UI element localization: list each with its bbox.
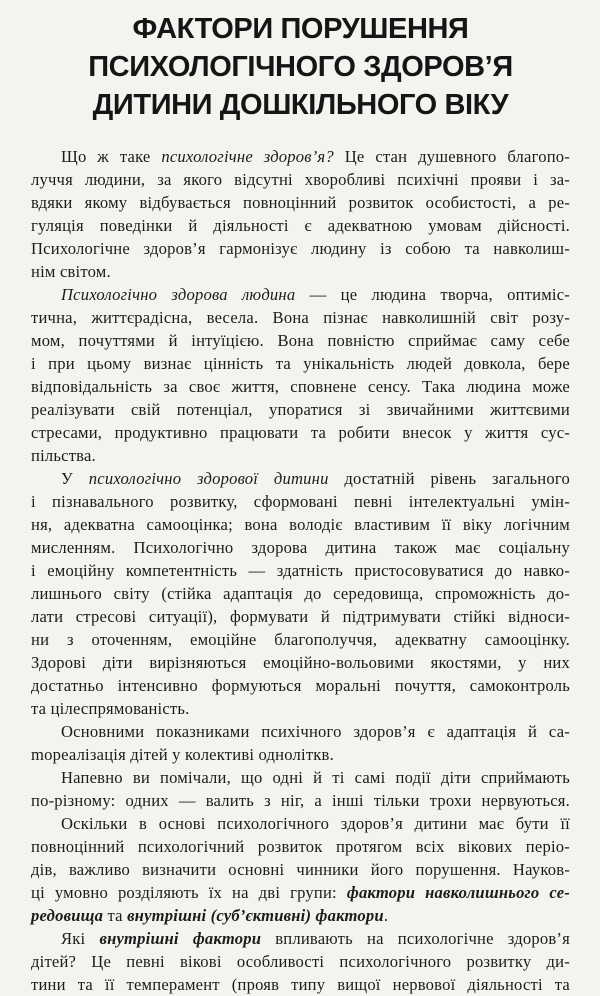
text-line: та цілеспрямованість. [31,699,190,718]
text-line: і пізнавального розвитку, сформовані певні інтелектуальні умін- [31,492,570,511]
paragraph-definition [31,145,570,283]
text-line: пільства. [31,446,96,465]
text-line: нім світом. [31,262,111,281]
text-line: стресами, продуктивно працювати та робити внесок у життя сус- [31,423,570,442]
title-line-2: ПСИХОЛОГІЧНОГО ЗДОРОВ’Я [88,51,513,83]
text-line: Психологічно здорова людина — це людина творча, оптиміс- [61,285,570,304]
text-line: мом, почуттями й інтуїцією. Вона повністю сприймає саму себе [31,331,570,350]
term-italic: психологічне здоров’я? [161,147,334,166]
text-line: ня, адекватна самооцінка; вона володіє властивим її віку логічним [31,515,570,534]
text-line: ці умовно розділяють їх на дві групи: фактори навколишнього се- [31,883,571,902]
text-line: Здорові діти вирізняються емоційно-вольовими якостями, у них [31,653,570,672]
text-line: луччя людини, за якого відсутні хворобливі психічні прояви і за- [31,170,570,189]
term-italic: Психологічно здорова людина [61,285,296,304]
text-line: Що ж таке психологічне здоров’я? Це стан душевного благопо- [61,147,570,166]
term-bold-italic: фактори навколишнього се- [346,883,571,902]
text-line: дів, важливо визначити основні чинники його порушення. Науков- [31,860,570,879]
text-line: по-різному: одних — валить з ніг, а інші тільки трохи нервуються. [31,791,570,810]
term-italic: психологічно здорової дитини [88,469,329,488]
paragraph-healthy-person [31,283,570,467]
title-line-3: ДИТИНИ ДОШКІЛЬНОГО ВІКУ [92,89,509,121]
text-line: достатньо інтенсивно формуються моральні почуття, самоконтроль [31,676,570,695]
term-bold-italic: внутрішні фактори [99,929,262,948]
paragraph-perception [31,766,570,812]
text-line: тини та її темперамент (прояв типу вищої нервової діяльності та [31,975,570,994]
text-line: вдяки якому відбувається повноцінний розвиток особистості, а ре- [31,193,570,212]
page-title [31,10,570,124]
text-line: Оскільки в основі психологічного здоров’я дитини має бути її [61,814,570,833]
text-line: лишнього світу (стійка адаптація до середовища, спроможність до- [31,584,570,603]
paragraph-indicators [31,720,570,766]
text-line: редовища та внутрішні (суб’єктивні) фактори. [31,906,389,925]
text-line: moреалізація дітей у колективі одноліткв. [31,745,334,764]
text-line: і при цьому визнає цінність та унікальність людей довкола, бере [31,354,570,373]
paragraph-healthy-child [31,467,570,720]
text-line: відповідальність за своє життя, сповнене сенсу. Така людина може [31,377,570,396]
text-line: мисленням. Психологічно здорова дитина також має соціальну [31,538,570,557]
text-line: і емоційну компетентність — здатність пристосовуватися до навко- [31,561,570,580]
paragraph-internal-factors [31,927,570,996]
text-line: гуляція поведінки й діяльності є адекватною умовам дійсності. [31,216,570,235]
text-line: Психологічне здоров’я гармонізує людину із собою та навколиш- [31,239,570,258]
term-bold-italic: редовища [31,906,104,925]
title-line-1: ФАКТОРИ ПОРУШЕННЯ [132,13,469,45]
text-line: дітей? Це певні вікові особливості психологічного розвитку ди- [31,952,570,971]
text-line: У психологічно здорової дитини достатній рівень загального [61,469,570,488]
text-line: тична, життєрадісна, весела. Вона пізнає навколишній світ розу- [31,308,570,327]
paragraph-factor-groups [31,812,570,927]
text-line: Напевно ви помічали, що одні й ті самі події діти сприймають [61,768,570,787]
text-line: лати стресові ситуації), формувати й підтримувати стійкі відноси- [31,607,570,626]
text-line: Основними показниками психічного здоров’я є адаптація й са- [61,722,570,741]
text-line: Які внутрішні фактори впливають на психологічне здоров’я [61,929,570,948]
text-line: реалізувати свій потенціал, упоратися зі звичайними життєвими [31,400,570,419]
text-line: повноцінний психологічний розвиток протягом всіх вікових періо- [31,837,570,856]
text-line: ни з оточенням, емоційне благополуччя, адекватну самооцінку. [31,630,570,649]
term-bold-italic: внутрішні (суб’єктивні) фактори [127,906,384,925]
